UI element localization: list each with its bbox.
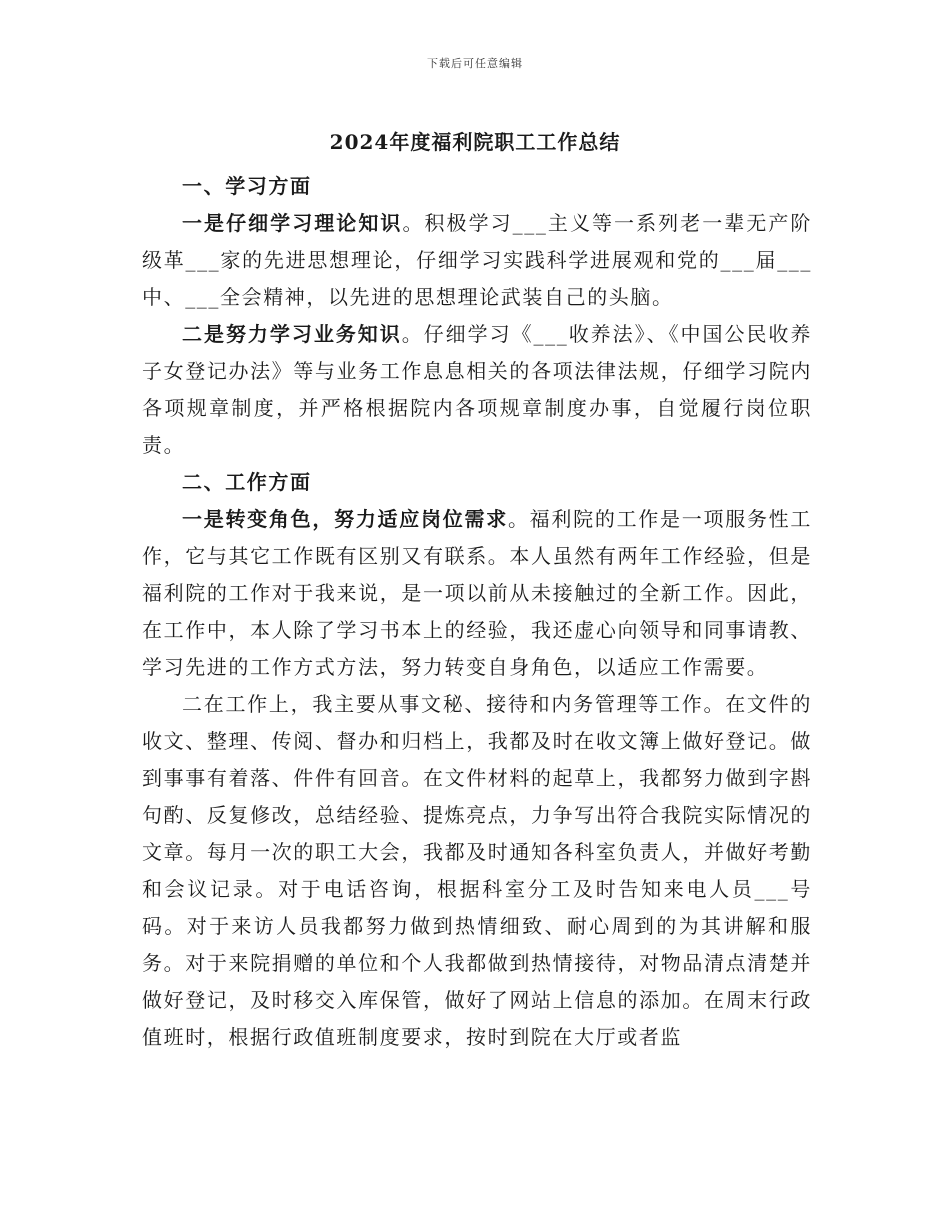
paragraph-lead: 二是努力学习业务知识	[182, 322, 402, 346]
document-body	[142, 168, 812, 1056]
paragraph-lead: 一是仔细学习理论知识	[182, 211, 403, 235]
paragraph-text: 。福利院的工作是一项服务性工作，它与其它工作既有区别又有联系。本人虽然有两年工作经验，但是福利院的工作对于我来说，是一项以前从未接触过的全新工作。因此，在工作中，本人除了学习书本上的经验，我还虚心向领导和同事请教、学习先进的工作方式方法，努力转变自身角色，以适应工作需要。	[142, 507, 813, 679]
paragraph-work-role	[142, 501, 812, 686]
paragraph-work-duties	[142, 686, 812, 1056]
document-title: 2024年度福利院职工工作总结	[329, 130, 621, 154]
paragraph-text: 二在工作上，我主要从事文秘、接待和内务管理等工作。在文件的收文、整理、传阅、督办和归档上，我都及时在收文簿上做好登记。做到事事有着落、件件有回音。在文件材料的起草上，我都努力做到字斟句酌、反复修改，总结经验、提炼亮点，力争写出符合我院实际情况的文章。每月一次的职工大会，我都及时通知各科室负责人，并做好考勤和会议记录。对于电话咨询，根据科室分工及时告知来电人员___号码。对于来访人员我都努力做到热情细致、耐心周到的为其讲解和服务。对于来院捐赠的单位和个人我都做到热情接待，对物品清点清楚并做好登记，及时移交入库保管，做好了网站上信息的添加。在周末行政值班时，根据行政值班制度要求，按时到院在大厅或者监	[142, 692, 812, 1049]
header-note: 下载后可任意编辑	[427, 57, 523, 70]
paragraph-lead: 一是转变角色，努力适应岗位需求	[182, 507, 508, 531]
paragraph-text: 。积极学习___主义等一系列老一辈无产阶级革___家的先进思想理论，仔细学习实践科学进展观和党的___届___中、___全会精神，以先进的思想理论武装自己的头脑。	[142, 211, 813, 309]
paragraph-study-business	[142, 316, 812, 464]
section-heading-work: 二、工作方面	[182, 470, 312, 494]
paragraph-study-theory	[142, 205, 812, 316]
section-heading-study: 一、学习方面	[182, 174, 312, 198]
paragraph-text: 。仔细学习《___收养法》、《中国公民收养子女登记办法》等与业务工作息息相关的各项法律法规，仔细学习院内各项规章制度，并严格根据院内各项规章制度办事，自觉履行岗位职责。	[142, 322, 812, 457]
